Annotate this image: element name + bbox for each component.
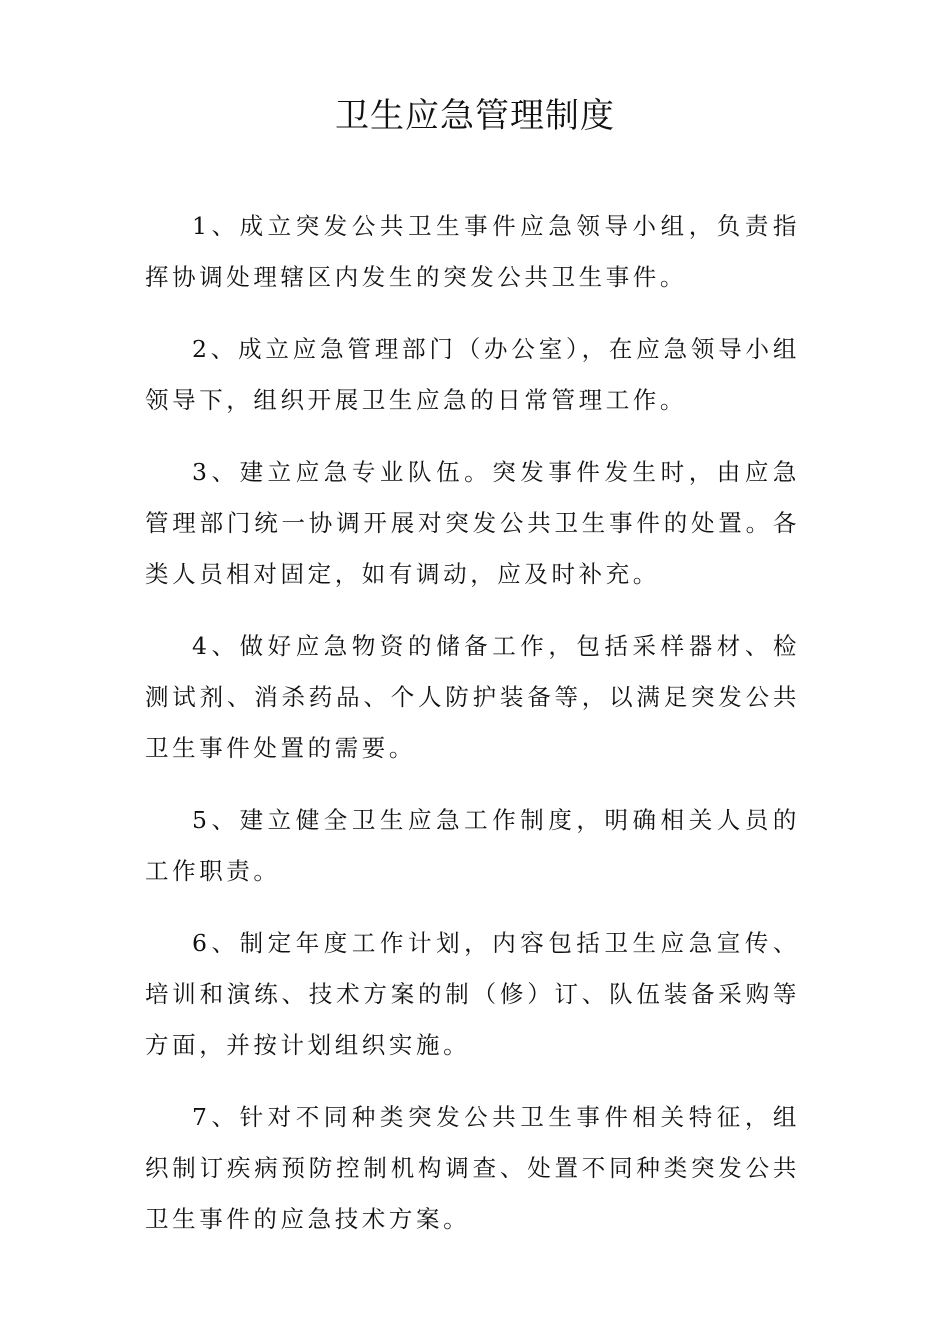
- paragraph-6: 6、制定年度工作计划，内容包括卫生应急宣传、培训和演练、技术方案的制（修）订、队伍装备采购等方面，并按计划组织实施。: [145, 929, 800, 1059]
- document-title: 卫生应急管理制度: [335, 96, 615, 136]
- paragraph-2: 2、成立应急管理部门（办公室），在应急领导小组领导下，组织开展卫生应急的日常管理工作。: [145, 335, 800, 414]
- paragraph-3: 3、建立应急专业队伍。突发事件发生时，由应急管理部门统一协调开展对突发公共卫生事件的处置。各类人员相对固定，如有调动，应及时补充。: [145, 458, 800, 588]
- paragraph-4: 4、做好应急物资的储备工作，包括采样器材、检测试剂、消杀药品、个人防护装备等，以满足突发公共卫生事件处置的需要。: [145, 632, 800, 762]
- paragraph-7: 7、针对不同种类突发公共卫生事件相关特征，组织制订疾病预防控制机构调查、处置不同种类突发公共卫生事件的应急技术方案。: [145, 1103, 800, 1233]
- paragraph-5: 5、建立健全卫生应急工作制度，明确相关人员的工作职责。: [145, 806, 800, 885]
- document-body: [145, 201, 800, 1266]
- paragraph-1: 1、成立突发公共卫生事件应急领导小组，负责指挥协调处理辖区内发生的突发公共卫生事件。: [145, 212, 800, 291]
